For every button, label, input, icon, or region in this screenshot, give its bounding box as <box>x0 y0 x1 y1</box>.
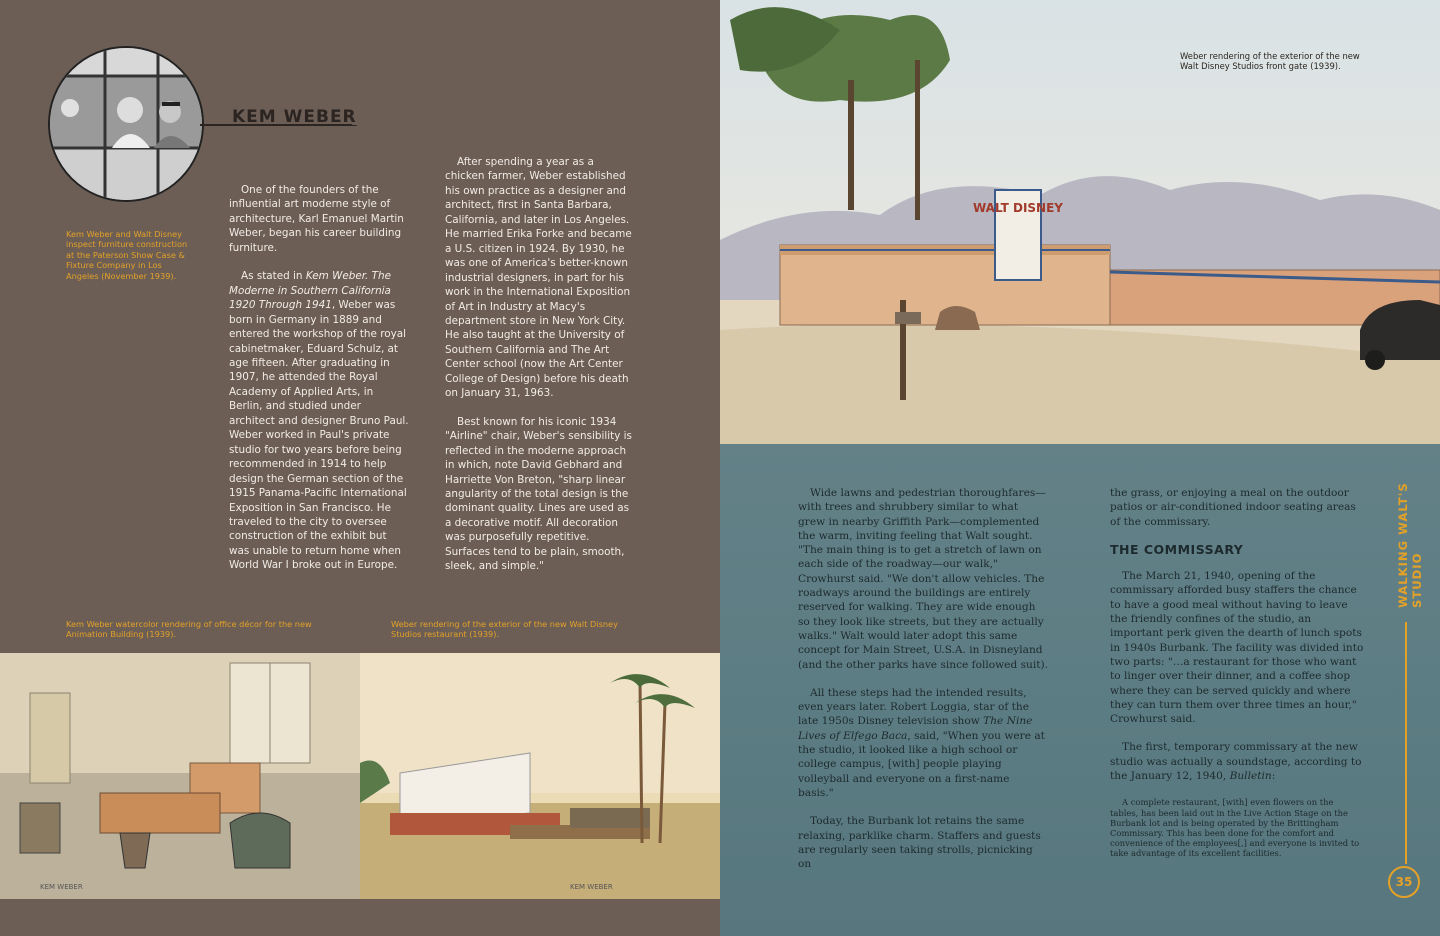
running-title-rule <box>1405 622 1407 864</box>
paragraph: Best known for his iconic 1934 "Airline" chair, Weber's sensibility is reflected in the moderne approach in which, note David Gebhard and Harriette Von Breton, "sharp linear angularity of the total design is the dominant quality. Lines are used as a decorative motif. All decoration was purposefully repetitive. Surfaces tend to be plain, smooth, sleek, and simple." <box>445 415 632 573</box>
paragraph: As stated in Kem Weber. The Moderne in Southern California 1920 Through 1941, Weber was born in Germany in 1889 and entered the workshop of the royal cabinetmaker, Eduard Schulz, at age fifteen. After graduating in 1907, he attended the Royal Academy of Applied Arts, in Berlin, and studied under architect and designer Bruno Paul. Weber worked in Paul's private studio for two years before being recommended in 1914 to help design the German section of the 1915 Panama-Pacific International Exposition in San Francisco. He traveled to the city to oversee construction of the exhibit but was unable to return home when World War I broke out in Europe. <box>229 270 409 572</box>
right-column-2 <box>1110 486 1364 873</box>
paragraph: After spending a year as a chicken farmer, Weber established his own practice as a designer and architect, first in Santa Barbara, California, and later in Los Angeles. He married Erika Forke and became a U.S. citizen in 1924. By 1930, he was one of America's better-known industrial designers, in part for his work in the International Exposition of Art in Industry at Macy's department store in New York City. He also taught at the University of Southern California and The Art Center school (now the Art Center College of Design) before his death on January 31, 1963. <box>445 156 632 400</box>
restaurant-caption: Weber rendering of the exterior of the new Walt Disney Studios restaurant (1939). <box>391 619 618 640</box>
office-caption: Kem Weber watercolor rendering of office décor for the new Animation Building (1939). <box>66 619 312 640</box>
portrait-caption: Kem Weber and Walt Disney inspect furniture construction at the Paterson Show Case & Fixture Company in Los Angeles (November 1939). <box>66 229 188 281</box>
front-gate-caption: Weber rendering of the exterior of the new Walt Disney Studios front gate (1939). <box>1180 51 1360 72</box>
right-column-1 <box>798 486 1048 885</box>
paragraph: One of the founders of the influential art moderne style of architecture, Karl Emanuel Martin Weber, began his career building furniture. <box>229 184 404 254</box>
left-column-1 <box>229 183 409 587</box>
svg-text:KEM WEBER: KEM WEBER <box>40 883 83 891</box>
page-number: 35 <box>1388 866 1420 898</box>
office-rendering-image <box>0 653 360 899</box>
paragraph: The March 21, 1940, opening of the commissary afforded busy staffers the chance to have a good meal without having to leave the friendly confines of the studio, an important perk given the dearth of lunch spots in 1940s Burbank. The facility was divided into two parts: "…a restaurant for those who want to linger over their dinner, and a coffee shop where they can be served quickly and where they can turn them over three times an hour," Crowhurst said. <box>1110 570 1364 726</box>
paragraph: All these steps had the intended results, even years later. Robert Loggia, star of the late 1950s Disney television show The Nine Lives of Elfego Baca, said, "When you were at the studio, it looked like a high school or college campus, [with] people playing volleyball and everyone on a first-name basis." <box>798 686 1045 799</box>
paragraph: the grass, or enjoying a meal on the outdoor patios or air-conditioned indoor seating areas of the commissary. <box>1110 487 1356 528</box>
restaurant-rendering-image <box>360 653 720 899</box>
left-column-2 <box>445 155 633 588</box>
section-heading: KEM WEBER <box>232 107 357 127</box>
portrait-photo <box>48 46 204 202</box>
running-title: WALKING WALT'S STUDIO <box>1396 482 1424 608</box>
svg-text:KEM WEBER: KEM WEBER <box>570 883 613 891</box>
bulletin-quote: A complete restaurant, [with] even flowers on the tables, has been laid out in the Live Action Stage on the Burbank lot and is being operated by the Brittingham Commissary. This has been done for the comfort and convenience of the employees[,] and everyone is invited to take advantage of its excellent facilities. <box>1110 797 1360 859</box>
paragraph: Wide lawns and pedestrian thoroughfares—with trees and shrubbery similar to what grew in nearby Griffith Park—complemented the warm, inviting feeling that Walt sought. "The main thing is to get a stretch of lawn on each side of the roadway—our walk," Crowhurst said. "We don't allow vehicles. The roadways around the buildings are entirely reserved for walking. They are wide enough so they look like streets, but they are actually walks." Walt would later adopt this same concept for Main Street, U.S.A. in Disneyland (and the other parks have since followed suit). <box>798 487 1049 671</box>
studio-sign-text: WALT DISNEY <box>972 201 1064 215</box>
paragraph: Today, the Burbank lot retains the same relaxing, parklike charm. Staffers and guests are regularly seen taking strolls, picnicking on <box>798 815 1041 871</box>
commissary-subheading: THE COMMISSARY <box>1110 541 1244 557</box>
paragraph: The first, temporary commissary at the new studio was actually a soundstage, according to the January 12, 1940, Bulletin: <box>1110 741 1362 783</box>
